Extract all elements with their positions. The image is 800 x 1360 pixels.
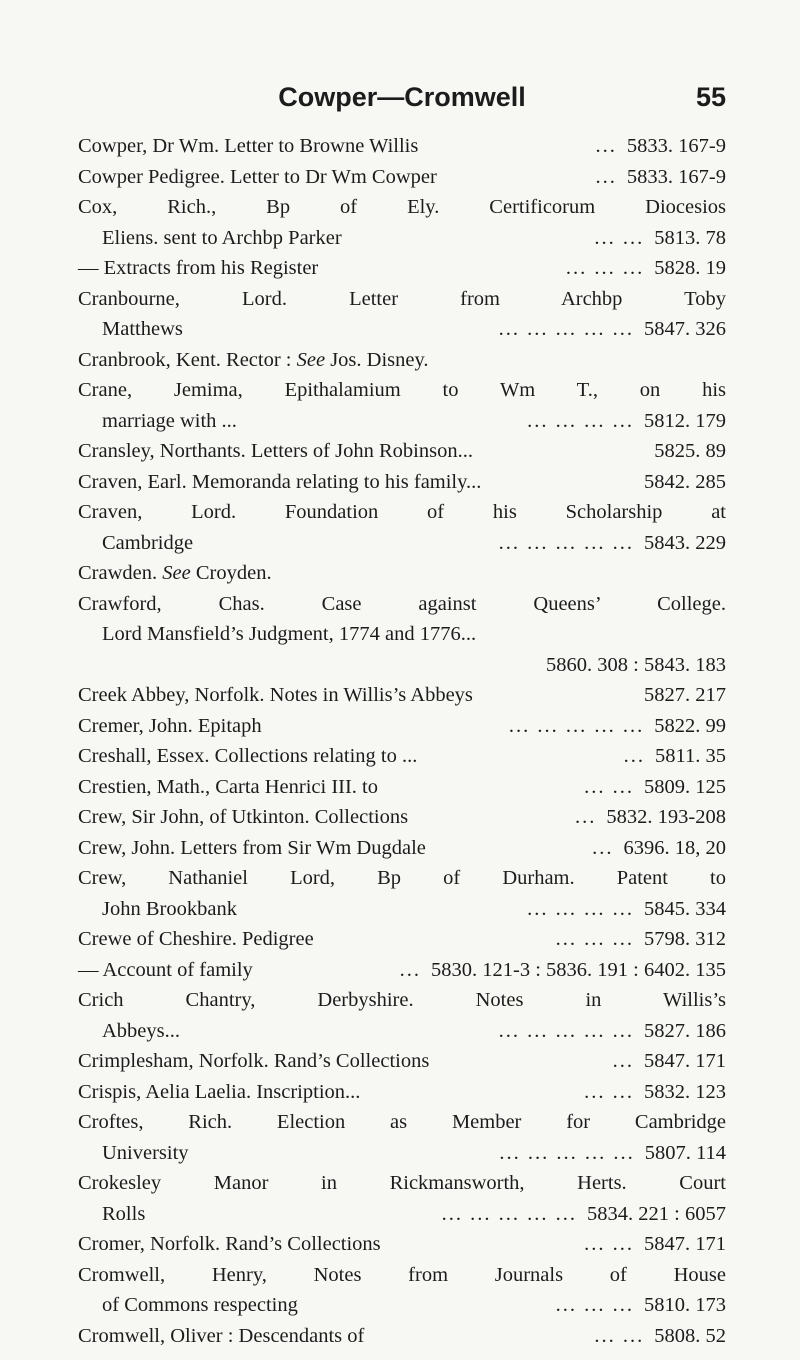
- entry-reference: 5827. 217: [644, 684, 726, 706]
- index-line: [78, 1077, 726, 1108]
- index-line: [78, 1138, 726, 1169]
- index-line: [78, 284, 726, 315]
- entry-text: Craven, Earl. Memoranda relating to his family...: [78, 470, 482, 493]
- leader-dots: ... ...: [584, 1233, 634, 1255]
- entry-text: Matthews: [102, 318, 183, 340]
- entry-reference: 5843. 229: [644, 531, 726, 554]
- entry-text-suffix: Jos. Disney.: [325, 348, 429, 371]
- leader-dots: ... ...: [594, 226, 645, 249]
- leader-dots: [473, 436, 654, 467]
- index-line: [78, 1199, 726, 1230]
- index-line: [78, 558, 726, 589]
- index-line: [78, 223, 726, 254]
- entry-text: Cromer, Norfolk. Rand’s Collections: [78, 1233, 381, 1255]
- index-line: [78, 192, 726, 223]
- entry-reference: 5813. 78: [654, 226, 726, 249]
- entry-text: Cambridge: [102, 531, 194, 554]
- entry-text: Cromwell, Oliver : Descendants of: [78, 1324, 365, 1347]
- leader-dots: ... ...: [584, 1080, 634, 1103]
- entry-reference: 5827. 186: [644, 1019, 726, 1042]
- entry-text: Cowper, Dr Wm. Letter to Browne Willis: [78, 135, 419, 157]
- entry-reference: 5847. 171: [644, 1050, 726, 1072]
- entry-text: [78, 558, 272, 589]
- index-line: [78, 802, 726, 833]
- index-line: [78, 589, 726, 620]
- leader-dots: ... ... ... ... ...: [508, 714, 645, 737]
- leader-dots: ... ... ... ... ...: [498, 318, 634, 340]
- index-line: [78, 253, 726, 284]
- index-line: [78, 955, 726, 986]
- index-entries: [78, 131, 726, 1351]
- index-line: [78, 1168, 726, 1199]
- index-line: [78, 772, 726, 803]
- leader-dots: ...: [623, 745, 645, 767]
- entry-text: Croftes, Rich. Election as Member for Cambridge: [78, 1111, 726, 1133]
- index-line: [78, 619, 726, 650]
- leader-dots: ... ... ... ...: [527, 409, 634, 432]
- entry-text: University: [102, 1141, 189, 1164]
- entry-text-prefix: Cranbrook, Kent. Rector :: [78, 348, 297, 371]
- leader-dots: ... ... ... ... ...: [441, 1202, 578, 1225]
- index-line: [78, 406, 726, 437]
- index-line: [78, 1290, 726, 1321]
- leader-dots: [481, 467, 644, 498]
- entry-reference: 5808. 52: [654, 1324, 726, 1347]
- entry-text: Crawford, Chas. Case against Queens’ College.: [78, 592, 726, 615]
- leader-dots: ... ...: [594, 1324, 645, 1347]
- entry-text: Cowper Pedigree. Letter to Dr Wm Cowper: [78, 165, 437, 188]
- entry-text: Crew, John. Letters from Sir Wm Dugdale: [78, 836, 426, 859]
- entry-text: Crew, Nathaniel Lord, Bp of Durham. Patent to: [78, 867, 726, 889]
- entry-text: Crew, Sir John, of Utkinton. Collections: [78, 806, 409, 828]
- entry-text: Crich Chantry, Derbyshire. Notes in Willis’s: [78, 989, 726, 1011]
- entry-text: of Commons respecting: [102, 1294, 298, 1316]
- entry-text: Crane, Jemima, Epithalamium to Wm T., on his: [78, 379, 726, 401]
- entry-reference: 5822. 99: [654, 714, 726, 737]
- entry-reference: 5847. 171: [644, 1233, 726, 1255]
- leader-dots: [473, 680, 644, 711]
- entry-reference: 5828. 19: [654, 257, 726, 279]
- entry-text: Crimplesham, Norfolk. Rand’s Collections: [78, 1050, 430, 1072]
- entry-reference: 5809. 125: [644, 775, 726, 798]
- index-line: [78, 711, 726, 742]
- index-line: [78, 741, 726, 772]
- entry-text: Lord Mansfield’s Judgment, 1774 and 1776...: [102, 623, 477, 645]
- entry-reference: 5834. 221 : 6057: [587, 1202, 726, 1225]
- leader-dots: ... ... ... ...: [527, 897, 634, 920]
- index-line: [78, 924, 726, 955]
- entry-reference: 5832. 123: [644, 1080, 726, 1103]
- entry-reference: 5825. 89: [654, 440, 726, 462]
- index-line: [78, 345, 726, 376]
- entry-text: — Extracts from his Register: [78, 257, 319, 279]
- entry-text-suffix: Croyden.: [190, 562, 272, 584]
- entry-reference: 5832. 193-208: [606, 806, 726, 828]
- entry-text: Creshall, Essex. Collections relating to ...: [78, 745, 418, 767]
- leader-dots: ... ... ... ... ...: [499, 1141, 635, 1164]
- entry-reference: 5798. 312: [644, 928, 726, 950]
- entry-text: — Account of family: [78, 958, 253, 981]
- index-line: [78, 497, 726, 528]
- entry-reference: 6396. 18, 20: [623, 836, 726, 859]
- entry-text: Crestien, Math., Carta Henrici III. to: [78, 775, 379, 798]
- entry-reference: 5812. 179: [644, 409, 726, 432]
- entry-text: Eliens. sent to Archbp Parker: [102, 226, 342, 249]
- entry-reference: 5842. 285: [644, 470, 726, 493]
- index-line: [78, 436, 726, 467]
- entry-reference: 5860. 308 : 5843. 183: [546, 653, 726, 676]
- leader-dots: ...: [595, 165, 617, 188]
- entry-text: Crispis, Aelia Laelia. Inscription...: [78, 1080, 361, 1103]
- index-line: [78, 162, 726, 193]
- entry-reference: 5830. 121-3 : 5836. 191 : 6402. 135: [431, 958, 726, 981]
- see-reference: See: [162, 562, 191, 584]
- leader-dots: ...: [575, 806, 597, 828]
- index-line: [78, 680, 726, 711]
- entry-text: [78, 345, 429, 376]
- entry-text: Cremer, John. Epitaph: [78, 714, 262, 737]
- see-reference: See: [296, 348, 326, 371]
- page-number: 55: [695, 82, 726, 112]
- leader-dots: ... ... ...: [555, 928, 634, 950]
- index-line: [78, 1229, 726, 1260]
- entry-reference: 5807. 114: [644, 1141, 726, 1164]
- index-line: [78, 375, 726, 406]
- entry-text: John Brookbank: [102, 897, 237, 920]
- index-line: [78, 833, 726, 864]
- entry-text: Cransley, Northants. Letters of John Robinson...: [78, 440, 473, 462]
- entry-text: Cox, Rich., Bp of Ely. Certificorum Diocesios: [78, 196, 726, 218]
- index-line: [78, 314, 726, 345]
- page-header: [78, 80, 726, 120]
- entry-reference: 5845. 334: [644, 897, 726, 920]
- leader-dots: ...: [612, 1050, 634, 1072]
- index-line: [78, 467, 726, 498]
- running-head-title: Cowper—Cromwell: [278, 82, 526, 112]
- entry-text: Creek Abbey, Norfolk. Notes in Willis’s Abbeys: [78, 684, 473, 706]
- entry-reference: 5833. 167-9: [626, 135, 726, 157]
- entry-text: Cromwell, Henry, Notes from Journals of House: [78, 1263, 726, 1286]
- index-line: [78, 650, 726, 681]
- leader-dots: ... ... ... ... ...: [498, 531, 634, 554]
- entry-text: Rolls: [102, 1202, 146, 1225]
- leader-dots: ...: [595, 135, 617, 157]
- index-line: [78, 894, 726, 925]
- index-line: [78, 863, 726, 894]
- entry-reference: 5847. 326: [644, 318, 726, 340]
- entry-reference: 5811. 35: [655, 745, 726, 767]
- index-line: [78, 1321, 726, 1352]
- entry-text: Crewe of Cheshire. Pedigree: [78, 928, 314, 950]
- entry-text: Cranbourne, Lord. Letter from Archbp Toby: [78, 287, 726, 310]
- leader-dots: ...: [399, 958, 422, 981]
- entry-text: Abbeys...: [102, 1019, 181, 1042]
- index-line: [78, 1260, 726, 1291]
- leader-dots: ...: [592, 836, 614, 859]
- entry-reference: 5810. 173: [644, 1294, 726, 1316]
- leader-dots: ... ... ... ... ...: [498, 1019, 634, 1042]
- index-line: [78, 528, 726, 559]
- entry-text-prefix: Crawden.: [78, 562, 163, 584]
- entry-text: Crokesley Manor in Rickmansworth, Herts. Court: [78, 1172, 726, 1194]
- leader-dots: ... ... ...: [555, 1294, 634, 1316]
- entry-reference: 5833. 167-9: [626, 165, 726, 188]
- leader-dots: ... ...: [584, 775, 634, 798]
- leader-dots: ... ... ...: [565, 257, 645, 279]
- entry-text: marriage with ...: [102, 409, 237, 432]
- index-line: [78, 1107, 726, 1138]
- entry-text: Craven, Lord. Foundation of his Scholarship at: [78, 501, 726, 523]
- index-line: [78, 1046, 726, 1077]
- index-line: [78, 1016, 726, 1047]
- index-line: [78, 985, 726, 1016]
- index-line: [78, 131, 726, 162]
